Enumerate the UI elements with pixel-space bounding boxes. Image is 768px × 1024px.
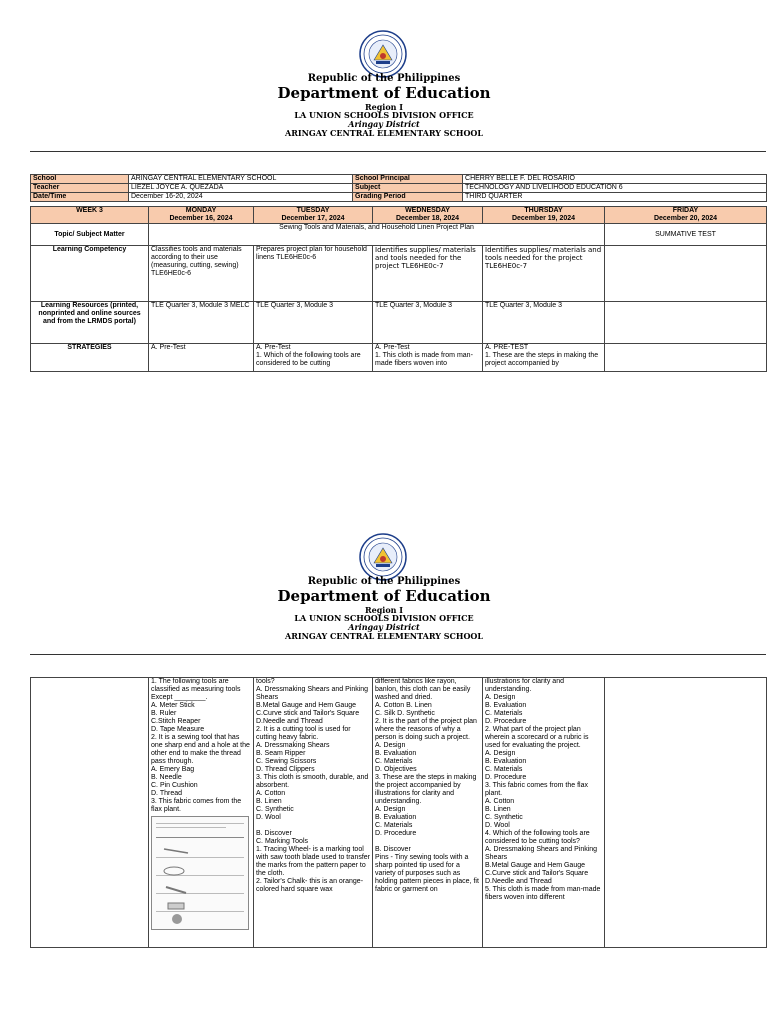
header-school: ARINGAY CENTRAL ELEMENTARY SCHOOL bbox=[284, 128, 483, 138]
header-division: LA UNION SCHOOLS DIVISION OFFICE bbox=[294, 110, 474, 120]
day-wednesday: WEDNESDAY December 18, 2024 bbox=[373, 207, 483, 224]
header-school: ARINGAY CENTRAL ELEMENTARY SCHOOL bbox=[284, 631, 483, 641]
teacher-value: LIEZEL JOYCE A. QUEZADA bbox=[129, 184, 353, 193]
header-division: LA UNION SCHOOLS DIVISION OFFICE bbox=[294, 613, 474, 623]
date-value: December 16-20, 2024 bbox=[129, 193, 353, 202]
header-divider bbox=[30, 654, 766, 655]
competency-monday: Classifies tools and materials according to their use (measuring, cutting, sewing) TLE6HE0c-6 bbox=[149, 246, 254, 302]
strategies-wednesday: A. Pre-Test 1. This cloth is made from man-made fibers woven into bbox=[373, 344, 483, 372]
strategies-tuesday-cont: tools? A. Dressmaking Shears and Pinking Shears B.Metal Gauge and Hem Gauge C.Curve stick and Tailor's Square D.Needle and Thread 2. It is a cutting tool is used for cutting heavy fabric. A. Dressmaking Shears B. Seam Ripper C. Sewing Scissors D. Thread Clippers 3. This cloth is smooth, durable, and absorbent. A. Cotton B. Linen C. Synthetic D. Wool B. Discover C. Marking Tools 1. Tracing Wheel- is a marking tool with saw tooth blade used to transfer the marks from the pattern paper to the cloth. 2. Tailor's Chalk- this is an orange-colored hard square wax bbox=[254, 678, 373, 948]
subject-label: Subject bbox=[353, 184, 463, 193]
header-district: Aringay District bbox=[348, 622, 420, 632]
strategies-label: STRATEGIES bbox=[31, 344, 149, 372]
header-republic: Republic of the Philippines bbox=[307, 73, 461, 84]
header-department: Department of Education bbox=[277, 84, 491, 102]
week-label: WEEK 3 bbox=[31, 207, 149, 224]
strategies-tuesday: A. Pre-Test 1. Which of the following tools are considered to be cutting bbox=[254, 344, 373, 372]
grading-label: Grading Period bbox=[353, 193, 463, 202]
principal-value: CHERRY BELLE F. DEL ROSARIO bbox=[463, 175, 767, 184]
resources-label: Learning Resources (printed, nonprinted and online sources and from the LRMDS portal) bbox=[31, 302, 149, 344]
competency-wednesday: Identifies supplies/ materials and tools needed for the project TLE6HE0c-7 bbox=[373, 246, 483, 302]
resources-tuesday: TLE Quarter 3, Module 3 bbox=[254, 302, 373, 344]
teacher-label: Teacher bbox=[31, 184, 129, 193]
strategies-continued-table bbox=[30, 677, 767, 948]
topic-value: Sewing Tools and Materials, and Household Linen Project Plan bbox=[149, 224, 605, 246]
strategies-label-empty bbox=[31, 678, 149, 948]
topic-label: Topic/ Subject Matter bbox=[31, 224, 149, 246]
day-tuesday: TUESDAY December 17, 2024 bbox=[254, 207, 373, 224]
resources-wednesday: TLE Quarter 3, Module 3 bbox=[373, 302, 483, 344]
sewing-tools-worksheet-image bbox=[151, 816, 249, 930]
header-region: Region I bbox=[364, 102, 404, 112]
header-region: Region I bbox=[364, 605, 404, 615]
topic-friday: SUMMATIVE TEST bbox=[605, 224, 767, 246]
competency-tuesday: Prepares project plan for household linens TLE6HE0c-6 bbox=[254, 246, 373, 302]
school-value: ARINGAY CENTRAL ELEMENTARY SCHOOL bbox=[129, 175, 353, 184]
competency-thursday: Identifies supplies/ materials and tools needed for the project TLE6HE0c-7 bbox=[483, 246, 605, 302]
day-monday: MONDAY December 16, 2024 bbox=[149, 207, 254, 224]
resources-monday: TLE Quarter 3, Module 3 MELC bbox=[149, 302, 254, 344]
day-thursday: THURSDAY December 19, 2024 bbox=[483, 207, 605, 224]
strategies-continued-row bbox=[31, 678, 767, 948]
competency-label: Learning Competency bbox=[31, 246, 149, 302]
strategies-monday-cont: 1. The following tools are classified as measuring tools Except ________. A. Meter Stick B. Ruler C.Stitch Reaper D. Tape Measure 2. It is a sewing tool that has one sharp end and a hole at the other end to make the thread pass through. A. Emery Bag B. Needle C. Pin Cushion D. Thread 3. This fabric comes from the flax plant. bbox=[149, 678, 254, 948]
header-department: Department of Education bbox=[277, 587, 491, 605]
strategies-friday-cont bbox=[605, 678, 767, 948]
strategies-thursday-cont: illustrations for clarity and understanding. A. Design B. Evaluation C. Materials D. Procedure 2. What part of the project plan wherein a scorecard or a rubric is used for evaluating the project. A. Design B. Evaluation C. Materials D. Procedure 3. This fabric comes from the flax plant. A. Cotton B. Linen C. Synthetic D. Wool 4. Which of the following tools are considered to be cutting tools? A. Dressmaking Shears and Pinking Shears B.Metal Gauge and Hem Gauge C.Curve stick and Tailor's Square D.Needle and Thread 5. This cloth is made from man-made fibers woven into different bbox=[483, 678, 605, 948]
grading-value: THIRD QUARTER bbox=[463, 193, 767, 202]
strategies-wednesday-cont: different fabrics like rayon, banlon, this cloth can be easily washed and dried. A. Cotton B. Linen C. Silk D. Synthetic 2. It is the part of the project plan where the reasons of why a person is doing such a project. A. Design B. Evaluation C. Materials D. Objectives 3. These are the steps in making the project accompanied by illustrations for clarity and understanding. A. Design B. Evaluation C. Materials D. Procedure B. Discover Pins - Tiny sewing tools with a sharp pointed tip used for a variety of purposes such as holding pattern pieces in place, fit fabric or garment on bbox=[373, 678, 483, 948]
strategies-monday: A. Pre-Test bbox=[149, 344, 254, 372]
date-label: Date/Time bbox=[31, 193, 129, 202]
day-friday: FRIDAY December 20, 2024 bbox=[605, 207, 767, 224]
resources-thursday: TLE Quarter 3, Module 3 bbox=[483, 302, 605, 344]
deped-seal-icon bbox=[359, 533, 407, 581]
school-label: School bbox=[31, 175, 129, 184]
header-republic: Republic of the Philippines bbox=[307, 576, 461, 587]
strategies-thursday: A. PRE-TEST 1. These are the steps in making the project accompanied by bbox=[483, 344, 605, 372]
subject-value: TECHNOLOGY AND LIVELIHOOD EDUCATION 6 bbox=[463, 184, 767, 193]
header-district: Aringay District bbox=[348, 119, 420, 129]
principal-label: School Principal bbox=[353, 175, 463, 184]
